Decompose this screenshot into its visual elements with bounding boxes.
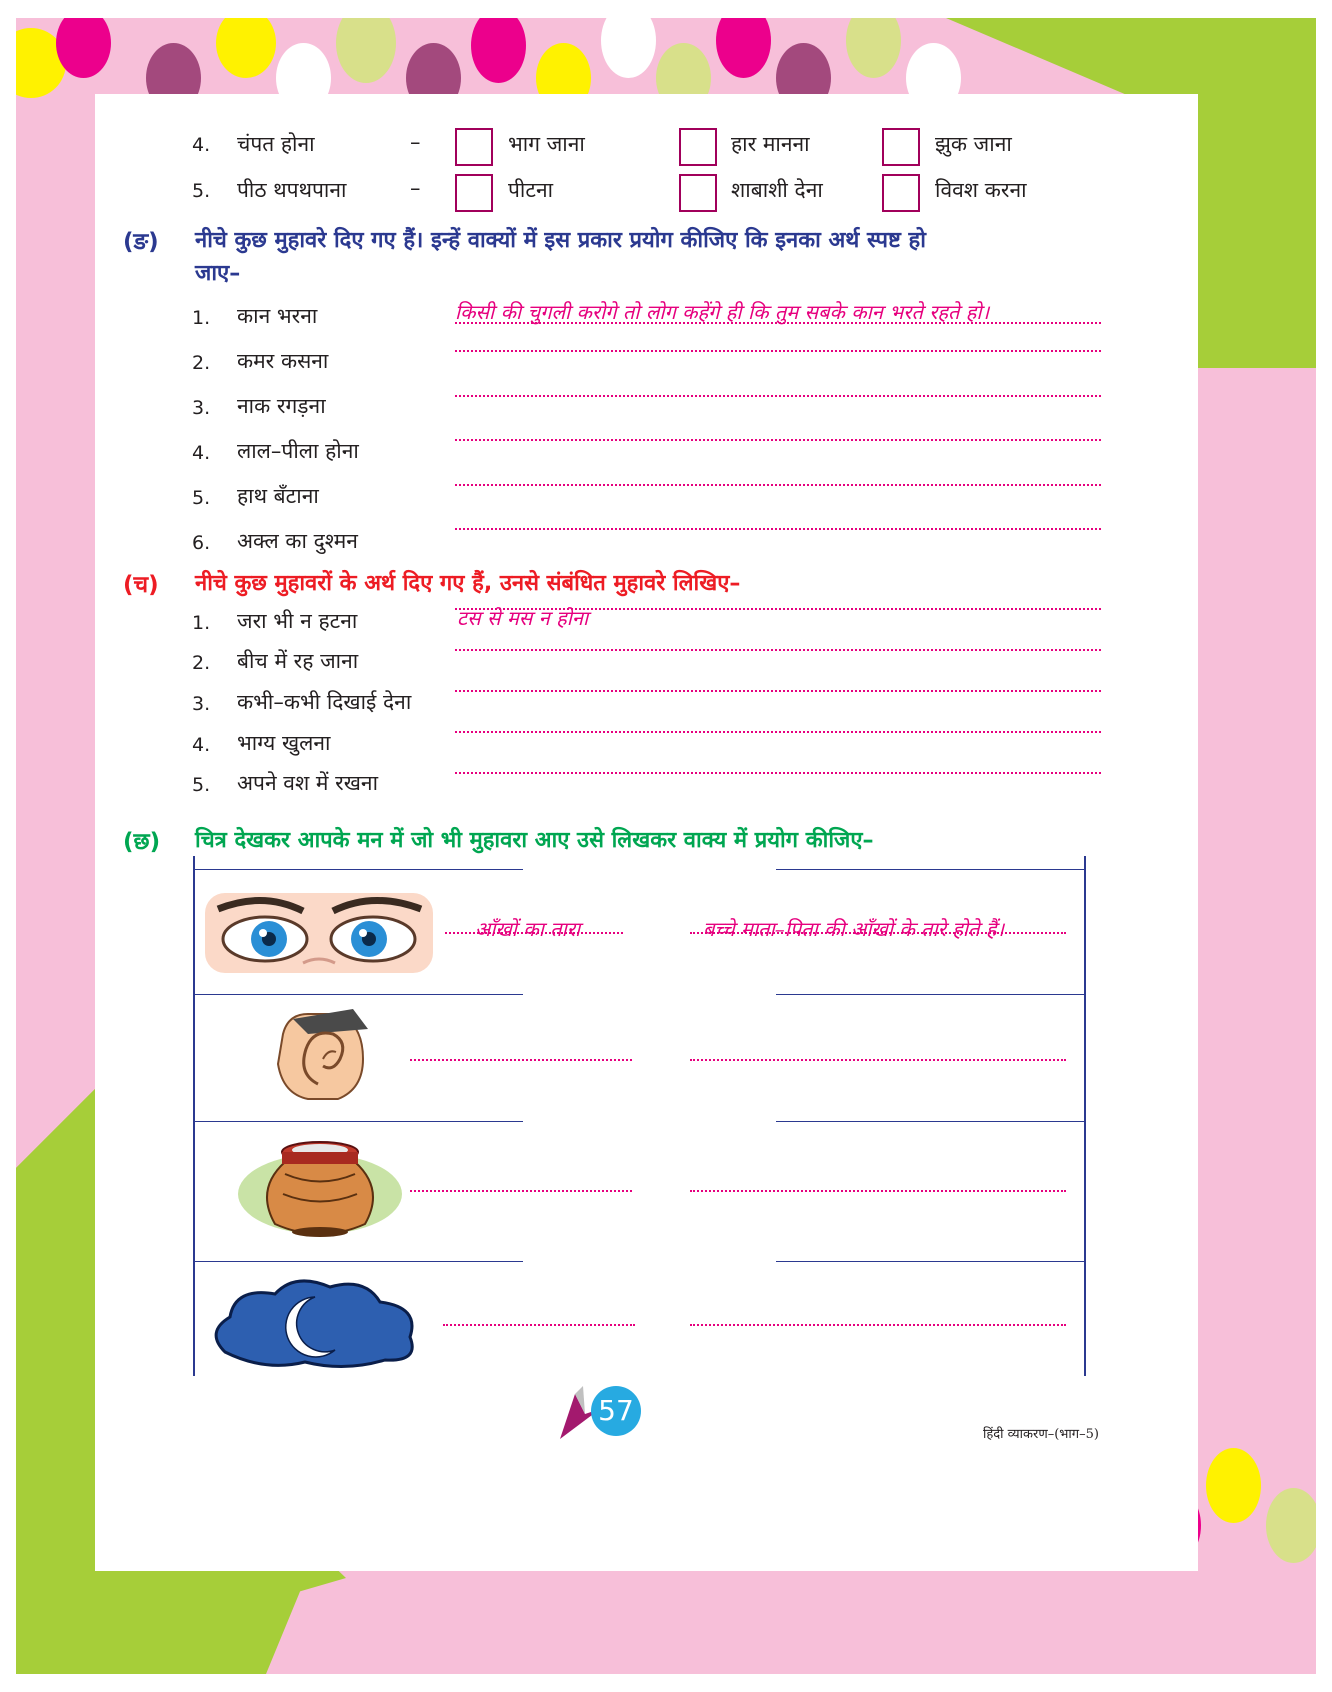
meaning-text: कभी–कभी दिखाई देना xyxy=(237,690,412,714)
moon-cloud-icon xyxy=(205,1272,425,1372)
answer-line[interactable] xyxy=(455,350,1101,352)
idiom-text: कान भरना xyxy=(237,304,318,328)
item-number: 1. xyxy=(192,612,211,634)
answer-line[interactable] xyxy=(455,731,1101,733)
answer-line[interactable] xyxy=(455,649,1101,651)
answer-sentence: बच्चे माता–पिता की आँखों के तारे होते हैं। xyxy=(703,917,1005,941)
row-divider xyxy=(193,869,523,870)
option-checkbox[interactable] xyxy=(882,128,920,166)
option-label: झुक जाना xyxy=(935,132,1012,156)
section-chh-instruction: चित्र देखकर आपके मन में जो भी मुहावरा आए उसे लिखकर वाक्य में प्रयोग कीजिए– xyxy=(195,828,874,853)
option-checkbox[interactable] xyxy=(455,128,493,166)
idiom-line[interactable] xyxy=(443,1324,635,1326)
meaning-text: बीच में रह जाना xyxy=(237,649,359,673)
footer-book-title: हिंदी व्याकरण–(भाग–5) xyxy=(983,1427,1099,1442)
table-left-border xyxy=(193,856,195,1376)
option-checkbox[interactable] xyxy=(679,174,717,212)
answer-idiom: आँखों का तारा xyxy=(475,917,581,941)
item-number: 6. xyxy=(192,532,211,554)
row-divider xyxy=(776,1261,1084,1262)
item-number: 4. xyxy=(192,734,211,756)
ear-icon xyxy=(268,1004,378,1104)
pot-icon xyxy=(235,1134,405,1244)
section-chh-label: (छ) xyxy=(123,829,161,855)
sentence-line[interactable] xyxy=(690,1324,1066,1326)
answer-line[interactable] xyxy=(455,608,1101,610)
row-divider xyxy=(193,1261,523,1262)
idiom-line[interactable] xyxy=(410,1059,632,1061)
answer-line[interactable] xyxy=(455,484,1101,486)
sentence-line[interactable] xyxy=(690,1190,1066,1192)
idiom-text: पीठ थपथपाना xyxy=(237,178,347,202)
option-label: भाग जाना xyxy=(508,132,585,156)
item-number: 2. xyxy=(192,652,211,674)
item-number: 3. xyxy=(192,397,211,419)
option-label: पीटना xyxy=(508,178,554,202)
answer-line[interactable] xyxy=(455,439,1101,441)
page-number: 57 xyxy=(591,1386,641,1436)
section-e-instruction-cont: जाए– xyxy=(195,261,241,286)
table-right-border xyxy=(1084,856,1086,1376)
item-number: 4. xyxy=(192,134,211,156)
option-checkbox[interactable] xyxy=(882,174,920,212)
option-label: विवश करना xyxy=(935,178,1027,202)
meaning-text: भाग्य खुलना xyxy=(237,731,331,755)
item-number: 5. xyxy=(192,180,211,202)
answer-text: किसी की चुगली करोगे तो लोग कहेंगे ही कि तुम सबके कान भरते रहते हो। xyxy=(455,300,990,324)
option-checkbox[interactable] xyxy=(455,174,493,212)
idiom-text: कमर कसना xyxy=(237,349,329,373)
item-number: 4. xyxy=(192,442,211,464)
row-divider xyxy=(193,1121,523,1122)
row-divider xyxy=(193,994,523,995)
sentence-line[interactable] xyxy=(690,1059,1066,1061)
answer-text: टस से मस न होना xyxy=(457,606,589,630)
item-number: 3. xyxy=(192,693,211,715)
dash: – xyxy=(410,176,421,200)
item-number: 5. xyxy=(192,487,211,509)
option-label: हार मानना xyxy=(731,132,810,156)
idiom-line[interactable] xyxy=(410,1190,632,1192)
idiom-text: हाथ बँटाना xyxy=(237,484,319,508)
answer-line[interactable] xyxy=(455,772,1101,774)
meaning-text: जरा भी न हटना xyxy=(237,609,358,633)
worksheet xyxy=(95,94,1198,1571)
dash: – xyxy=(410,130,421,154)
answer-line[interactable] xyxy=(455,395,1101,397)
answer-line[interactable] xyxy=(455,322,1101,324)
decor-dot xyxy=(1206,1448,1261,1523)
idiom-text: नाक रगड़ना xyxy=(237,394,326,418)
idiom-text: लाल–पीला होना xyxy=(237,439,359,463)
section-e-instruction: नीचे कुछ मुहावरे दिए गए हैं। इन्हें वाक्यों में इस प्रकार प्रयोग कीजिए कि इनका अर्थ स्पष्ट हो xyxy=(195,228,926,253)
row-divider xyxy=(776,994,1084,995)
item-number: 5. xyxy=(192,774,211,796)
section-ch-label: (च) xyxy=(123,572,159,598)
row-divider xyxy=(776,869,1084,870)
row-divider xyxy=(776,1121,1084,1122)
answer-line[interactable] xyxy=(455,528,1101,530)
idiom-text: चंपत होना xyxy=(237,132,315,156)
option-label: शाबाशी देना xyxy=(731,178,823,202)
decor-dot xyxy=(1266,1488,1316,1563)
item-number: 2. xyxy=(192,352,211,374)
answer-line[interactable] xyxy=(455,690,1101,692)
section-ch-instruction: नीचे कुछ मुहावरों के अर्थ दिए गए हैं, उनसे संबंधित मुहावरे लिखिए– xyxy=(195,571,741,596)
meaning-text: अपने वश में रखना xyxy=(237,771,379,795)
section-e-label: (ङ) xyxy=(123,229,159,255)
eyes-icon xyxy=(203,889,435,977)
item-number: 1. xyxy=(192,307,211,329)
idiom-text: अक्ल का दुश्मन xyxy=(237,529,358,553)
option-checkbox[interactable] xyxy=(679,128,717,166)
